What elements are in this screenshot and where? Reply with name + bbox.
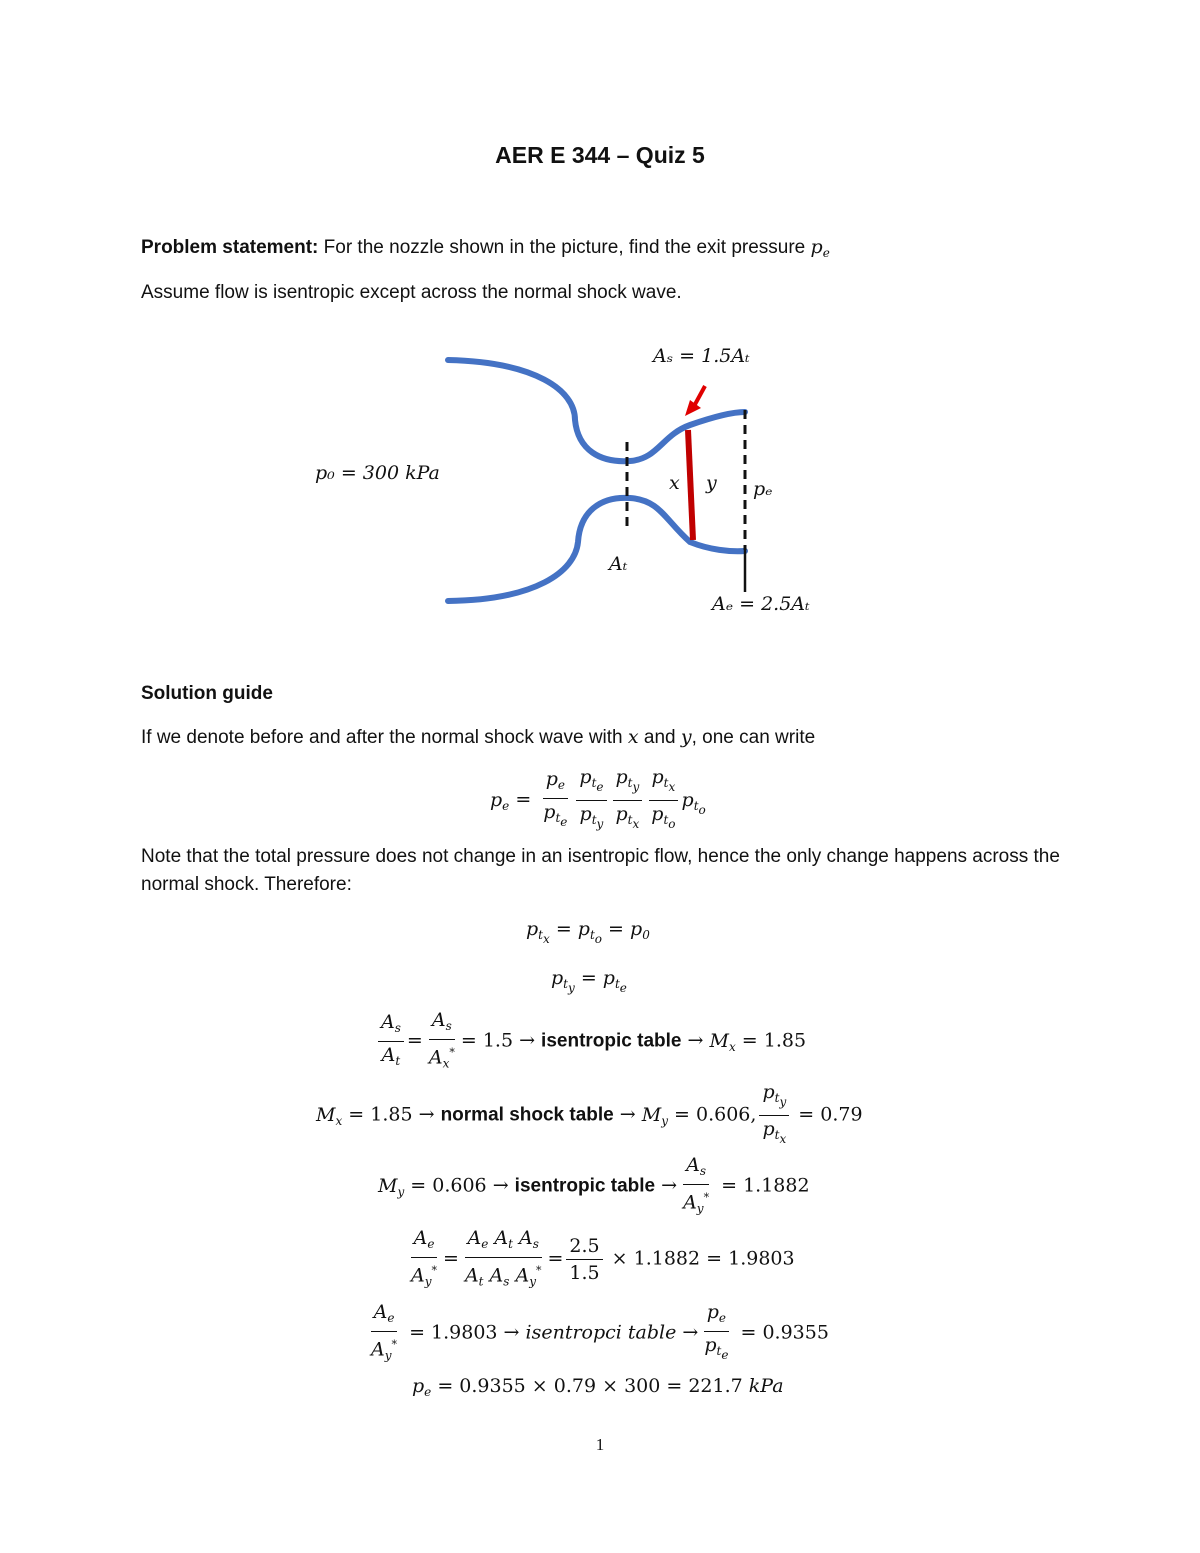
- my-isentropic-equation: $M_y = 0.606$ → isentropic table → $\frac{A_s}{A_y^*}$ = 1.1882: [378, 1154, 810, 1216]
- y-label: y: [706, 472, 717, 494]
- final-pressure-equation: $p_e = 0.9355 \times 0.79 \times 300 = 221.7$ kPa: [412, 1375, 784, 1399]
- x-label: x: [669, 472, 680, 494]
- nozzle-lower-wall: [448, 498, 745, 601]
- pressure-chain-equation: $p_e$ = $\frac{p_e}{p_{t_e}}$ $\frac{p_{t_e}}{p_{t_y}}$ $\frac{p_{t_y}}{p_{t_x}}$ $\frac{p_{t_x}}{p_{t_o}}$ $p_{t_o}$: [490, 766, 706, 831]
- problem-label: Problem statement:: [141, 237, 319, 258]
- total-pressure-equation-2: $p_{t_y} = p_{t_e}$: [551, 967, 627, 995]
- problem-text: For the nozzle shown in the picture, find the exit pressure: [323, 237, 806, 258]
- page-title: AER E 344 – Quiz 5: [495, 142, 705, 168]
- nozzle-upper-wall: [448, 360, 745, 461]
- shock-arrow-head: [685, 400, 701, 416]
- as-label: Aₛ = 1.5Aₜ: [653, 345, 750, 367]
- total-pressure-equation-1: $p_{t_x} = p_{t_o} = p_0$: [526, 918, 650, 946]
- solution-heading: Solution guide: [141, 683, 273, 704]
- normal-shock-line: [688, 430, 693, 540]
- exit-pressure-ratio-equation: $\frac{A_e}{A_y^*}$ = 1.9803 → isentropci table → $\frac{p_e}{p_{t_e}}$ = 0.9355: [371, 1301, 829, 1363]
- pe-label: pₑ: [753, 478, 773, 500]
- exit-area-ratio-equation: $\frac{A_e}{A_y^*}$ = $\frac{A_e A_t A_s}{A_t A_s A_y^*}$ = $\frac{2.5}{1.5}$ × 1.1882 = 1.9803: [411, 1227, 795, 1289]
- at-label: Aₜ: [609, 553, 628, 575]
- p0-label: p₀ = 300 kPa: [315, 462, 440, 484]
- problem-var: $p_e$: [810, 236, 830, 260]
- solution-intro: If we denote before and after the normal shock wave with x and y, one can write: [141, 726, 816, 748]
- normal-shock-equation: $M_x = 1.85$ → normal shock table → $M_y = 0.606$, $\frac{p_{t_y}}{p_{t_x}}$ = 0.79: [316, 1081, 863, 1146]
- page-number: 1: [595, 1435, 605, 1454]
- note-text: Note that the total pressure does not change in an isentropic flow, hence the only change happens across the normal shock. Therefore:: [141, 846, 1060, 895]
- ae-label: Aₑ = 2.5Aₜ: [712, 593, 810, 615]
- area-ratio-equation: $\frac{A_s}{A_t}$ = $\frac{A_s}{A_x^*}$ = 1.5 → isentropic table → $M_x = 1.85$: [375, 1008, 806, 1075]
- assumption-text: Assume flow is isentropic except across the normal shock wave.: [141, 282, 682, 303]
- problem-statement: [141, 233, 1071, 267]
